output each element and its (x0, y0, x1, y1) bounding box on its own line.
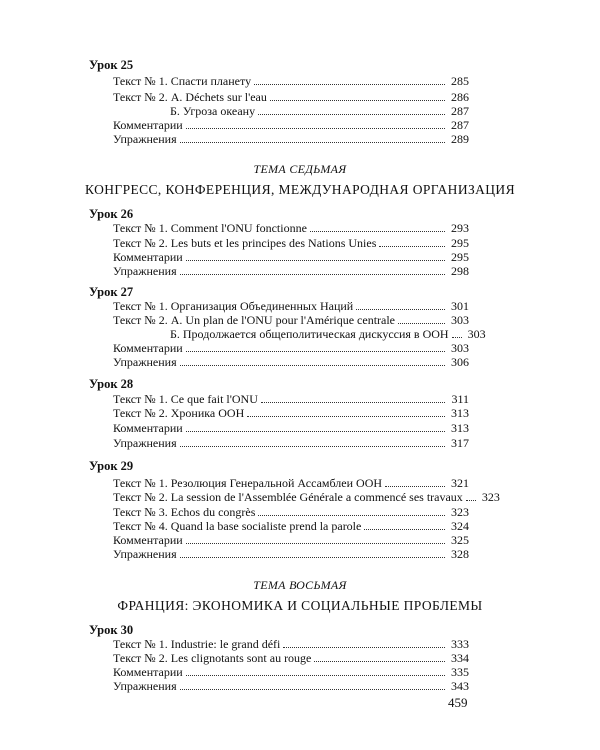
toc-row (113, 250, 469, 264)
leader-dots (186, 675, 445, 676)
toc-row-page: 301 (451, 299, 469, 313)
toc-row-label: Текст № 4. Quand la base socialiste prend la parole (113, 519, 362, 533)
toc-row-page: 303 (451, 341, 469, 355)
toc-row-label: Комментарии (113, 665, 183, 679)
toc-row (113, 436, 469, 450)
leader-dots (180, 365, 445, 366)
toc-row-label: Упражнения (113, 679, 177, 693)
toc-row (113, 264, 469, 278)
toc-row-label: Комментарии (113, 421, 183, 435)
toc-row-label: Комментарии (113, 250, 183, 264)
toc-row-page: 295 (451, 236, 469, 250)
toc-row (113, 118, 469, 132)
toc-row-page: 287 (451, 118, 469, 132)
leader-dots (364, 529, 445, 530)
toc-row (113, 505, 469, 519)
toc-row-label: Б. Угроза океану (170, 104, 256, 118)
toc-row-label: Упражнения (113, 355, 177, 369)
toc-row (113, 221, 469, 235)
theme-label: ТЕМА СЕДЬМАЯ (253, 162, 347, 176)
theme-title: КОНГРЕСС, КОНФЕРЕНЦИЯ, МЕЖДУНАРОДНАЯ ОРГАНИЗАЦИЯ (85, 182, 515, 197)
toc-row-page: 285 (451, 74, 469, 88)
lesson-heading: Урок 26 (89, 207, 134, 221)
leader-dots (398, 323, 445, 324)
toc-row (113, 74, 469, 88)
toc-row-label: Упражнения (113, 264, 177, 278)
toc-row (170, 327, 486, 341)
leader-dots (180, 689, 445, 690)
toc-row-label: Текст № 1. Организация Объединенных Наций (113, 299, 354, 313)
toc-row (113, 355, 469, 369)
toc-row (113, 679, 469, 693)
toc-row-page: 323 (451, 505, 469, 519)
toc-row-label: Б. Продолжается общеполитическая дискуссия в ООН (170, 327, 449, 341)
toc-row (113, 132, 469, 146)
toc-row-page: 306 (451, 355, 469, 369)
toc-row-page: 298 (451, 264, 469, 278)
leader-dots (186, 543, 445, 544)
leader-dots (283, 647, 445, 648)
toc-row-label: Текст № 2. Les buts et les principes des Nations Unies (113, 236, 377, 250)
toc-row-page: 289 (451, 132, 469, 146)
toc-row-label: Текст № 2. Les clignotants sont au rouge (113, 651, 312, 665)
toc-row (113, 547, 469, 561)
leader-dots (186, 351, 445, 352)
leader-dots (180, 274, 445, 275)
toc-row-label: Упражнения (113, 132, 177, 146)
leader-dots (314, 661, 445, 662)
toc-row-page: 317 (451, 436, 469, 450)
leader-dots (270, 100, 445, 101)
leader-dots (258, 515, 445, 516)
lesson-heading: Урок 30 (89, 623, 134, 637)
page-number: 459 (448, 695, 468, 710)
toc-row-label: Текст № 2. Хроника ООН (113, 406, 245, 420)
toc-row-label: Комментарии (113, 533, 183, 547)
toc-row (113, 533, 469, 547)
toc-row (113, 313, 469, 327)
toc-row (113, 236, 469, 250)
toc-row-label: Текст № 2. А. Un plan de l'ONU pour l'Amérique centrale (113, 313, 396, 327)
toc-row-page: 295 (451, 250, 469, 264)
leader-dots (452, 337, 462, 338)
toc-row (113, 421, 469, 435)
toc-row (113, 341, 469, 355)
toc-row (113, 637, 469, 651)
toc-row-label: Текст № 1. Резолюция Генеральной Ассамблеи ООН (113, 476, 383, 490)
toc-row-page: 335 (451, 665, 469, 679)
leader-dots (258, 114, 445, 115)
toc-row-page: 324 (451, 519, 469, 533)
toc-row-page: 303 (467, 327, 486, 341)
toc-row-page: 286 (451, 90, 469, 104)
toc-row-page: 334 (451, 651, 469, 665)
toc-row-label: Текст № 1. Спасти планету (113, 74, 252, 88)
leader-dots (379, 246, 445, 247)
toc-row-page: 323 (481, 490, 500, 504)
toc-row (113, 299, 469, 313)
leader-dots (247, 416, 445, 417)
toc-row-label: Упражнения (113, 547, 177, 561)
toc-row (113, 476, 469, 490)
toc-row-label: Упражнения (113, 436, 177, 450)
toc-row-page: 333 (451, 637, 469, 651)
toc-row (113, 392, 469, 406)
leader-dots (466, 500, 476, 501)
leader-dots (254, 84, 445, 85)
toc-row (113, 490, 500, 504)
lesson-heading: Урок 25 (89, 58, 134, 72)
toc-row-page: 293 (451, 221, 469, 235)
leader-dots (261, 402, 446, 403)
toc-row-label: Текст № 2. La session de l'Assemblée Générale a commencé ses travaux (113, 490, 463, 504)
lesson-heading: Урок 27 (89, 285, 134, 299)
toc-row (113, 665, 469, 679)
toc-row-page: 313 (451, 406, 469, 420)
toc-row (170, 104, 469, 118)
leader-dots (310, 231, 445, 232)
toc-row-label: Текст № 2. А. Déchets sur l'eau (113, 90, 267, 104)
toc-row (113, 651, 469, 665)
theme-title: ФРАНЦИЯ: ЭКОНОМИКА И СОЦИАЛЬНЫЕ ПРОБЛЕМЫ (117, 598, 483, 613)
toc-row-page: 287 (451, 104, 469, 118)
leader-dots (186, 128, 445, 129)
toc-row-label: Текст № 1. Comment l'ONU fonctionne (113, 221, 307, 235)
toc-row-page: 343 (451, 679, 469, 693)
toc-row (113, 90, 469, 104)
toc-row (113, 406, 469, 420)
leader-dots (180, 557, 445, 558)
toc-row-page: 311 (451, 392, 469, 406)
lesson-heading: Урок 29 (89, 459, 134, 473)
toc-row-label: Комментарии (113, 118, 183, 132)
leader-dots (186, 431, 445, 432)
toc-row-page: 303 (451, 313, 469, 327)
toc-row-label: Текст № 1. Ce que fait l'ONU (113, 392, 258, 406)
toc-row-label: Текст № 3. Echos du congrès (113, 505, 256, 519)
toc-row-label: Комментарии (113, 341, 183, 355)
toc-row-page: 328 (451, 547, 469, 561)
theme-label: ТЕМА ВОСЬМАЯ (253, 578, 347, 592)
leader-dots (356, 309, 445, 310)
leader-dots (180, 142, 445, 143)
leader-dots (180, 446, 445, 447)
toc-row (113, 519, 469, 533)
leader-dots (186, 260, 445, 261)
leader-dots (385, 486, 445, 487)
toc-row-page: 325 (451, 533, 469, 547)
lesson-heading: Урок 28 (89, 377, 134, 391)
toc-row-page: 321 (451, 476, 469, 490)
toc-row-label: Текст № 1. Industrie: le grand défi (113, 637, 281, 651)
toc-row-page: 313 (451, 421, 469, 435)
